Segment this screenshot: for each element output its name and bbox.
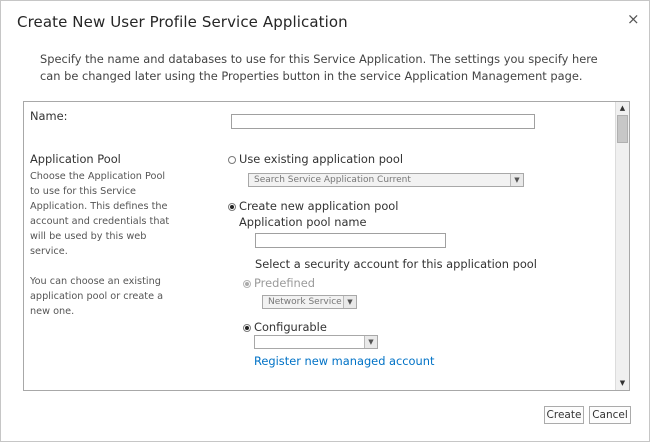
predefined-select[interactable]	[262, 295, 357, 309]
description-line	[30, 259, 169, 274]
description-line: You can choose an existing	[30, 276, 161, 287]
chevron-down-icon: ▼	[364, 336, 377, 348]
configurable-label: Configurable	[254, 320, 327, 334]
settings-panel	[23, 101, 630, 391]
scroll-thumb[interactable]	[617, 115, 628, 143]
description-line: will be used by this web	[30, 231, 147, 242]
name-label: Name:	[30, 109, 68, 123]
predefined-radio[interactable]	[243, 280, 251, 288]
description-line: account and credentials that	[30, 216, 170, 227]
dialog-title: Create New User Profile Service Application	[17, 13, 348, 31]
pool-name-label: Application pool name	[239, 215, 367, 229]
use-existing-pool-label: Use existing application pool	[239, 152, 404, 166]
create-new-pool-radio[interactable]	[228, 203, 236, 211]
use-existing-pool-radio[interactable]	[228, 156, 236, 164]
app-pool-heading: Application Pool	[30, 152, 121, 166]
predefined-label: Predefined	[254, 276, 315, 290]
predefined-value: Network Service	[268, 297, 342, 307]
existing-pool-value: Search Service Application Current	[254, 175, 411, 185]
name-input[interactable]	[231, 114, 535, 129]
close-icon[interactable]: ×	[627, 10, 640, 28]
create-button[interactable]: Create	[544, 406, 584, 424]
cancel-button[interactable]: Cancel	[589, 406, 631, 424]
chevron-down-icon: ▼	[343, 296, 356, 308]
description-line: service.	[30, 246, 68, 257]
chevron-down-icon: ▼	[510, 174, 523, 186]
description-line: Choose the Application Pool	[30, 171, 166, 182]
security-account-label: Select a security account for this application pool	[255, 257, 537, 271]
register-managed-account-link[interactable]: Register new managed account	[254, 354, 435, 368]
description-line: to use for this Service	[30, 186, 136, 197]
app-pool-description	[30, 169, 169, 319]
description-line: Application. This defines the	[30, 201, 168, 212]
pool-name-input[interactable]	[255, 233, 446, 248]
configurable-select[interactable]	[254, 335, 378, 349]
scroll-down-icon[interactable]: ▼	[619, 379, 626, 387]
vertical-scrollbar[interactable]	[615, 102, 629, 390]
description-line: new one.	[30, 306, 75, 317]
existing-pool-select[interactable]	[248, 173, 524, 187]
description-line: application pool or create a	[30, 291, 164, 302]
intro-text: Specify the name and databases to use for this Service Application. The settings you specify here can be changed later using the Properties button in the service Application Management page.	[40, 52, 598, 83]
create-new-pool-label: Create new application pool	[239, 199, 399, 213]
scroll-up-icon[interactable]: ▲	[619, 104, 626, 112]
configurable-radio[interactable]	[243, 324, 251, 332]
